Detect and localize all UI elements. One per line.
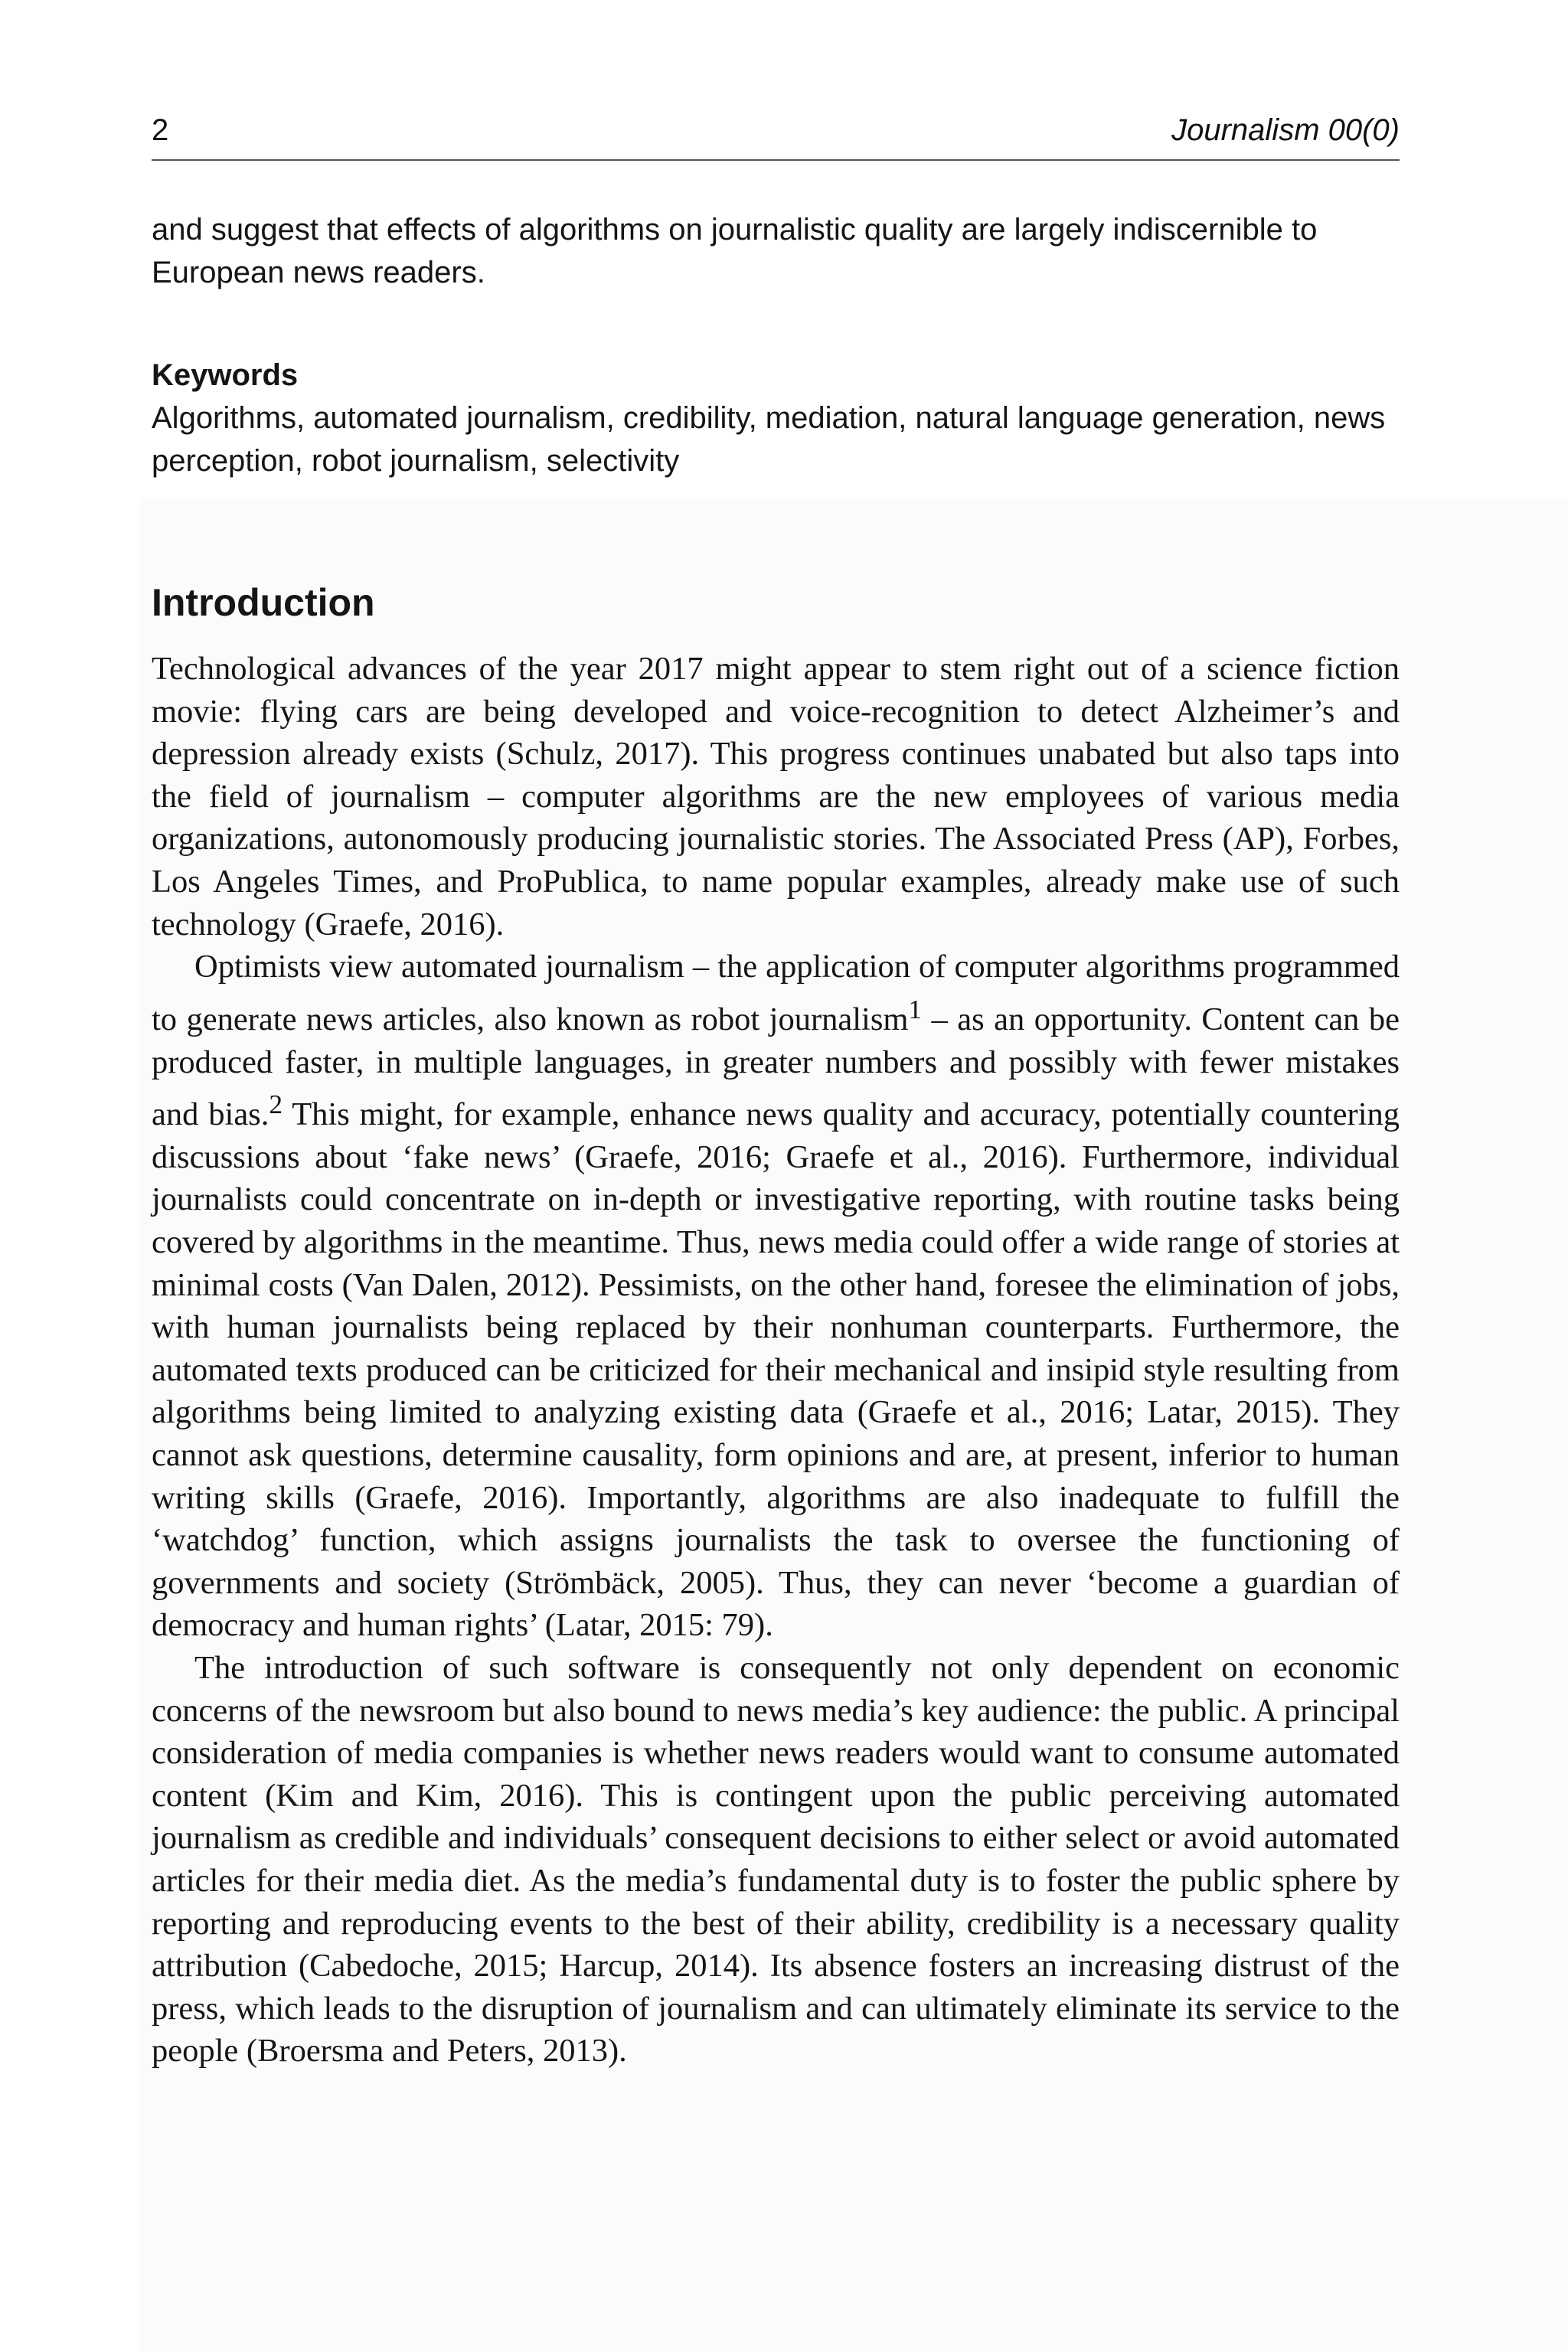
section-heading-introduction: Introduction [152,581,375,624]
paragraph [152,648,1400,946]
paragraph-text: Technological advances of the year 2017 might appear to stem right out of a science fiction movie: flying cars are being developed and voice-recognition to detect Alzheimer’s and depression already exists (Schulz, 2017). This progress continues unabated but also taps into the field of journalism – computer algorithms are the new employees of various media organizations, autonomously producing journalistic stories. The Associated Press (AP), Forbes, Los Angeles Times, and ProPublica, to name popular examples, already make use of such technology (Graefe, 2016). [152,651,1400,942]
paragraph-text: Optimists view automated journalism – the application of computer algorithms programmed to generate news articles, also known as robot journalism [152,949,1400,1037]
footnote-marker[interactable]: 2 [269,1089,283,1120]
footnote-marker[interactable]: 1 [908,993,923,1024]
paragraph [152,946,1400,1647]
abstract-continuation: and suggest that effects of algorithms on journalistic quality are largely indiscernible to European news readers. [152,213,1318,289]
keywords-heading: Keywords [152,358,299,392]
introduction-body [152,648,1400,2073]
paragraph-text: The introduction of such software is consequently not only dependent on economic concerns of the newsroom but also bound to news media’s key audience: the public. A principal consideration of media companies is whether news readers would want to consume automated content (Kim and Kim, 2016). This is contingent upon the public perceiving automated journalism as credible and individuals’ consequent decisions to either select or avoid automated articles for their media diet. As the media’s fundamental duty is to foster the public sphere by reporting and reproducing events to the best of their ability, credibility is a necessary quality attribution (Cabedoche, 2015; Harcup, 2014). Its absence fosters an increasing distrust of the press, which leads to the disruption of journalism and can ultimately eliminate its service to the people (Broersma and Peters, 2013). [152,1649,1400,2069]
running-header [152,113,1400,161]
keywords-list: Algorithms, automated journalism, credibility, mediation, natural language generation, news perception, robot journalism, selectivity [152,401,1386,478]
paragraph [152,1647,1400,2073]
keywords-section [152,354,1400,482]
paragraph-text: – as an opportunity. Content can be produced faster, in multiple languages, in greater numbers and possibly with fewer mistakes and bias. [152,1001,1400,1133]
page-number: 2 [152,113,169,147]
journal-name: Journalism 00(0) [1171,113,1400,147]
paragraph-text: This might, for example, enhance news quality and accuracy, potentially countering discussions about ‘fake news’ (Graefe, 2016; Graefe et al., 2016). Furthermore, individual journalists could concentrate on in-depth or investigative reporting, with routine tasks being covered by algorithms in the meantime. Thus, news media could offer a wide range of stories at minimal costs (Van Dalen, 2012). Pessimists, on the other hand, foresee the elimination of jobs, with human journalists being replaced by their nonhuman counterparts. Furthermore, the automated texts produced can be criticized for their mechanical and insipid style resulting from algorithms being limited to analyzing existing data (Graefe et al., 2016; Latar, 2015). They cannot ask questions, determine causality, form opinions and are, at present, inferior to human writing skills (Graefe, 2016). Importantly, algorithms are also inadequate to fulfill the ‘watchdog’ function, which assigns journalists the task to oversee the functioning of governments and society (Strömbäck, 2005). Thus, they can never ‘become a guardian of democracy and human rights’ (Latar, 2015: 79). [152,1096,1400,1644]
